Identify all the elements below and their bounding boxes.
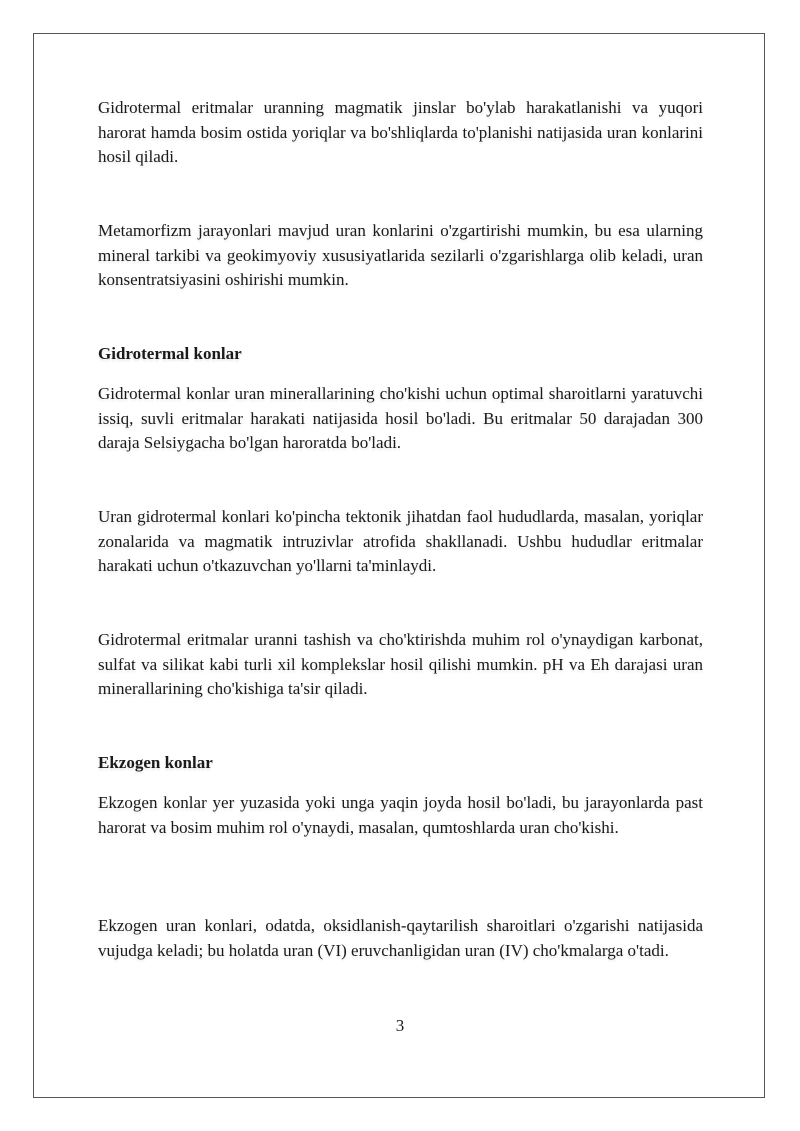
paragraph-hydrothermal-solutions: Gidrotermal eritmalar uranning magmatik jinslar bo'ylab harakatlanishi va yuqori harorat hamda bosim ostida yoriqlar va bo'shliqlarda to'planishi natijasida uran konlarini hosil qiladi. xyxy=(98,98,703,166)
paragraph-redox-conditions: Ekzogen uran konlari, odatda, oksidlanish-qaytarilish sharoitlari o'zgarishi natijasida vujudga keladi; bu holatda uran (VI) eruvchanligidan uran (IV) cho'kmalarga o'tadi. xyxy=(98,916,703,960)
paragraph-metamorphism: Metamorfizm jarayonlari mavjud uran konlarini o'zgartirishi mumkin, bu esa ularning mineral tarkibi va geokimyoviy xususiyatlarida sezilarli o'zgarishlarga olib keladi, uran konsentratsiyasini oshirishi mumkin. xyxy=(98,221,703,289)
page-number: 3 xyxy=(395,1016,405,1035)
paragraph-complexes: Gidrotermal eritmalar uranni tashish va cho'ktirishda muhim rol o'ynaydigan karbonat, sulfat va silikat kabi turli xil komplekslar hosil qilishi mumkin. pH va Eh darajasi uran minerallarining cho'kishiga ta'sir qiladi. xyxy=(98,630,703,698)
paragraph-exogenous-formation: Ekzogen konlar yer yuzasida yoki unga yaqin joyda hosil bo'ladi, bu jarayonlarda past harorat va bosim muhim rol o'ynaydi, masalan, qumtoshlarda uran cho'kishi. xyxy=(98,793,703,837)
paragraph-tectonic-zones: Uran gidrotermal konlari ko'pincha tektonik jihatdan faol hududlarda, masalan, yoriqlar zonalarida va magmatik intruzivlar atrofida shakllanadi. Ushbu hududlar eritmalar harakati uchun o'tkazuvchan yo'llarni ta'minlaydi. xyxy=(98,507,703,575)
document-page xyxy=(33,33,765,1098)
heading-hydrothermal-deposits: Gidrotermal konlar xyxy=(98,344,242,363)
paragraph-hydrothermal-formation: Gidrotermal konlar uran minerallarining cho'kishi uchun optimal sharoitlarni yaratuvchi issiq, suvli eritmalar harakati natijasida hosil bo'ladi. Bu eritmalar 50 darajadan 300 daraja Selsiygacha bo'lgan haroratda bo'ladi. xyxy=(98,384,703,452)
heading-exogenous-deposits: Ekzogen konlar xyxy=(98,753,213,772)
